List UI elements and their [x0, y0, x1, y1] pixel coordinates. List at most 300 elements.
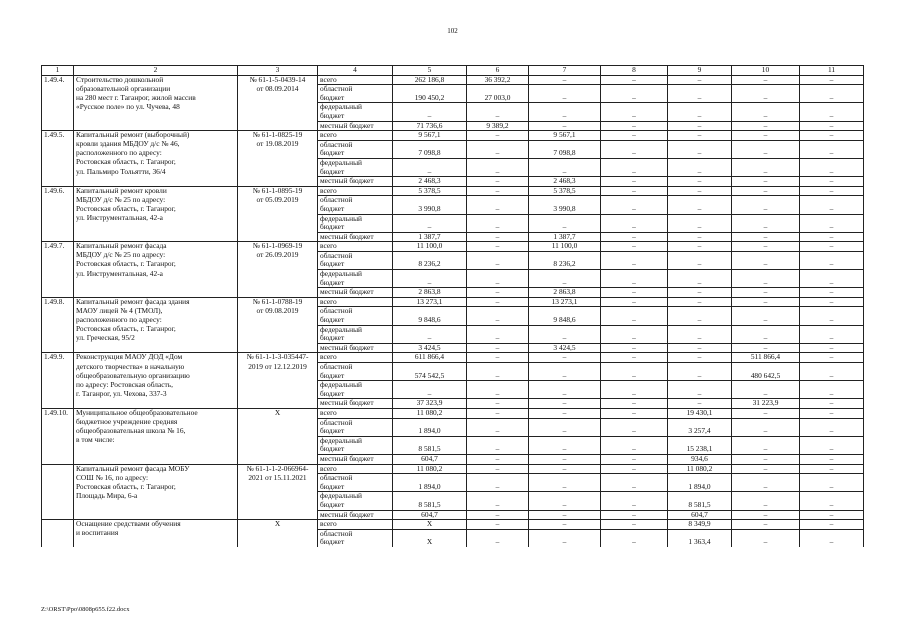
expertise-doc-line — [238, 334, 318, 343]
expertise-doc-line — [238, 214, 318, 223]
row-number — [42, 270, 74, 279]
amount-cell: 5 378,5 — [529, 186, 601, 196]
amount-cell: 31 223,9 — [732, 399, 800, 409]
amount-cell: 11 080,2 — [393, 408, 467, 418]
expertise-doc-line: № 61-1-1-2-066964- — [238, 464, 318, 474]
amount-cell: – — [601, 538, 668, 547]
amount-cell — [393, 529, 467, 538]
amount-cell: – — [800, 538, 864, 547]
amount-cell — [732, 529, 800, 538]
amount-cell — [601, 307, 668, 316]
amount-cell: 3 257,4 — [668, 427, 732, 436]
row-number — [42, 214, 74, 223]
amount-cell: – — [732, 390, 800, 399]
expertise-doc-line — [238, 343, 318, 353]
amount-cell: 604,7 — [393, 454, 467, 464]
amount-cell — [393, 85, 467, 94]
funding-source: бюджет — [318, 538, 393, 547]
amount-cell: – — [529, 510, 601, 520]
expertise-doc-line: 2019 от 12.12.2019 — [238, 363, 318, 372]
amount-cell: – — [601, 445, 668, 454]
amount-cell — [732, 103, 800, 112]
table-row — [42, 205, 864, 214]
amount-cell: – — [800, 242, 864, 252]
object-name-line: Строительство дошкольной — [74, 75, 238, 85]
object-name-line: Ростовская область, г. Таганрог, — [74, 325, 238, 334]
amount-cell: – — [467, 372, 529, 381]
amount-cell: 8 236,2 — [393, 260, 467, 269]
amount-cell: 574 542,5 — [393, 372, 467, 381]
expertise-doc-line: Х — [238, 520, 318, 530]
amount-cell — [668, 307, 732, 316]
amount-cell: – — [467, 390, 529, 399]
amount-cell: 604,7 — [668, 510, 732, 520]
row-number — [42, 399, 74, 409]
amount-cell: – — [732, 510, 800, 520]
table-row — [42, 381, 864, 390]
amount-cell — [529, 529, 601, 538]
expertise-doc-line: № 61-1-0895-19 — [238, 186, 318, 196]
amount-cell: – — [601, 223, 668, 232]
amount-cell — [393, 214, 467, 223]
object-name-line: Реконструкция МАОУ ДОД «Дом — [74, 353, 238, 363]
amount-cell: – — [467, 260, 529, 269]
amount-cell — [393, 103, 467, 112]
amount-cell: – — [601, 501, 668, 510]
object-name-line: общеобразовательная школа № 16, — [74, 427, 238, 436]
expertise-doc-line: 2021 от 15.11.2021 — [238, 474, 318, 483]
amount-cell: – — [601, 94, 668, 103]
amount-cell: – — [668, 316, 732, 325]
expertise-doc-line — [238, 94, 318, 103]
row-number — [42, 510, 74, 520]
table-row — [42, 353, 864, 363]
table-row — [42, 464, 864, 474]
amount-cell: – — [529, 168, 601, 177]
amount-cell: – — [529, 501, 601, 510]
row-number — [42, 121, 74, 131]
table-row — [42, 140, 864, 149]
table-row — [42, 242, 864, 252]
amount-cell: – — [800, 483, 864, 492]
amount-cell: – — [601, 510, 668, 520]
amount-cell: 5 378,5 — [393, 186, 467, 196]
amount-cell: – — [800, 520, 864, 530]
row-number — [42, 177, 74, 187]
amount-cell — [467, 363, 529, 372]
amount-cell — [529, 363, 601, 372]
amount-cell: – — [601, 372, 668, 381]
expertise-doc-line — [238, 390, 318, 399]
funding-source: бюджет — [318, 372, 393, 381]
amount-cell: – — [800, 94, 864, 103]
row-number — [42, 205, 74, 214]
amount-cell — [529, 325, 601, 334]
row-number — [42, 483, 74, 492]
amount-cell: 2 468,3 — [529, 177, 601, 187]
table-row — [42, 158, 864, 167]
amount-cell — [668, 214, 732, 223]
object-name-line — [74, 501, 238, 510]
column-number: 1 — [42, 66, 74, 76]
amount-cell — [732, 158, 800, 167]
amount-cell: – — [800, 454, 864, 464]
amount-cell: 480 642,5 — [732, 372, 800, 381]
amount-cell — [393, 140, 467, 149]
amount-cell: – — [529, 464, 601, 474]
row-number — [42, 418, 74, 427]
amount-cell: – — [529, 353, 601, 363]
row-number — [42, 279, 74, 288]
amount-cell: – — [529, 399, 601, 409]
funding-source: федеральный — [318, 103, 393, 112]
amount-cell: – — [732, 454, 800, 464]
amount-cell: – — [601, 427, 668, 436]
amount-cell: – — [668, 288, 732, 298]
row-number — [42, 372, 74, 381]
object-name-line: в том числе: — [74, 436, 238, 445]
funding-source: всего — [318, 520, 393, 530]
amount-cell: 2 468,3 — [393, 177, 467, 187]
amount-cell: 3 990,8 — [393, 205, 467, 214]
amount-cell: – — [668, 242, 732, 252]
amount-cell — [732, 251, 800, 260]
amount-cell: – — [800, 464, 864, 474]
amount-cell: 1 894,0 — [393, 427, 467, 436]
amount-cell — [732, 270, 800, 279]
table-row — [42, 334, 864, 343]
row-number — [42, 390, 74, 399]
object-name-line: Капитальный ремонт фасада МОБУ — [74, 464, 238, 474]
expertise-doc-line — [238, 427, 318, 436]
amount-cell: – — [467, 168, 529, 177]
amount-cell: – — [668, 186, 732, 196]
object-name-line: СОШ № 16, по адресу: — [74, 474, 238, 483]
amount-cell: – — [601, 279, 668, 288]
object-name-line: расположенного по адресу: — [74, 149, 238, 158]
object-name-line: образовательной организации — [74, 85, 238, 94]
amount-cell: 8 581,5 — [393, 501, 467, 510]
row-number — [42, 103, 74, 112]
table-row — [42, 196, 864, 205]
amount-cell — [668, 251, 732, 260]
row-number — [42, 334, 74, 343]
column-number: 11 — [800, 66, 864, 76]
amount-cell: 7 098,8 — [393, 149, 467, 158]
amount-cell: – — [800, 186, 864, 196]
table-row — [42, 520, 864, 530]
object-name-line — [74, 288, 238, 298]
amount-cell: – — [800, 168, 864, 177]
amount-cell — [601, 492, 668, 501]
funding-source: всего — [318, 408, 393, 418]
table-row — [42, 297, 864, 307]
funding-source: федеральный — [318, 270, 393, 279]
amount-cell: – — [732, 408, 800, 418]
amount-cell: – — [732, 520, 800, 530]
amount-cell — [529, 418, 601, 427]
object-name-line — [74, 177, 238, 187]
table-row — [42, 288, 864, 298]
amount-cell: 11 100,0 — [393, 242, 467, 252]
amount-cell: – — [732, 334, 800, 343]
object-name-line — [74, 121, 238, 131]
table-row — [42, 186, 864, 196]
expertise-doc-line: № 61-1-0788-19 — [238, 297, 318, 307]
table-row — [42, 399, 864, 409]
amount-cell: 11 080,2 — [668, 464, 732, 474]
amount-cell — [529, 270, 601, 279]
amount-cell — [800, 418, 864, 427]
object-name-line: и воспитания — [74, 529, 238, 538]
table-row — [42, 131, 864, 141]
table-row — [42, 279, 864, 288]
table-row — [42, 325, 864, 334]
amount-cell: – — [668, 205, 732, 214]
funding-source: бюджет — [318, 205, 393, 214]
amount-cell: – — [732, 427, 800, 436]
expertise-doc-line — [238, 445, 318, 454]
amount-cell — [601, 103, 668, 112]
amount-cell: – — [601, 316, 668, 325]
amount-cell: – — [668, 168, 732, 177]
amount-cell: – — [668, 279, 732, 288]
amount-cell — [529, 140, 601, 149]
amount-cell: – — [467, 112, 529, 121]
amount-cell: 8 581,5 — [393, 445, 467, 454]
amount-cell: – — [467, 316, 529, 325]
amount-cell — [800, 307, 864, 316]
table-row — [42, 103, 864, 112]
object-name-line — [74, 538, 238, 547]
amount-cell: – — [800, 149, 864, 158]
amount-cell: 934,6 — [668, 454, 732, 464]
amount-cell: 1 894,0 — [393, 483, 467, 492]
funding-source: всего — [318, 75, 393, 85]
amount-cell: – — [601, 334, 668, 343]
amount-cell: – — [601, 242, 668, 252]
table-row — [42, 501, 864, 510]
amount-cell: 11 080,2 — [393, 464, 467, 474]
expertise-doc-line: № 61-1-0969-19 — [238, 242, 318, 252]
object-name-line: «Русское поле» по ул. Чучева, 48 — [74, 103, 238, 112]
funding-source: бюджет — [318, 149, 393, 158]
amount-cell — [467, 214, 529, 223]
row-number — [42, 492, 74, 501]
amount-cell: – — [732, 168, 800, 177]
expertise-doc-line — [238, 112, 318, 121]
expertise-doc-line — [238, 121, 318, 131]
amount-cell — [601, 85, 668, 94]
amount-cell: – — [601, 75, 668, 85]
funding-source: бюджет — [318, 279, 393, 288]
table-row — [42, 260, 864, 269]
amount-cell — [393, 270, 467, 279]
amount-cell — [732, 325, 800, 334]
table-row — [42, 372, 864, 381]
table-row — [42, 223, 864, 232]
object-name-line: кровли здания МБДОУ д/с № 46, — [74, 140, 238, 149]
amount-cell — [732, 492, 800, 501]
row-number — [42, 260, 74, 269]
funding-source: местный бюджет — [318, 454, 393, 464]
amount-cell: – — [529, 408, 601, 418]
amount-cell — [393, 474, 467, 483]
amount-cell: – — [467, 186, 529, 196]
amount-cell: – — [601, 121, 668, 131]
row-number: 1.49.8. — [42, 297, 74, 307]
amount-cell — [467, 158, 529, 167]
amount-cell: – — [668, 399, 732, 409]
amount-cell: – — [800, 334, 864, 343]
amount-cell — [393, 418, 467, 427]
amount-cell — [800, 140, 864, 149]
amount-cell — [732, 418, 800, 427]
column-number: 10 — [732, 66, 800, 76]
table-row — [42, 149, 864, 158]
table-row — [42, 436, 864, 445]
amount-cell: 9 848,6 — [393, 316, 467, 325]
table-row — [42, 232, 864, 242]
amount-cell — [529, 381, 601, 390]
object-name-line: ул. Пальмиро Тольятти, 36/4 — [74, 168, 238, 177]
funding-source: федеральный — [318, 381, 393, 390]
expertise-doc-line — [238, 510, 318, 520]
column-number: 2 — [74, 66, 238, 76]
object-name-line: МБДОУ д/с № 25 по адресу: — [74, 196, 238, 205]
amount-cell: – — [732, 232, 800, 242]
row-number: 1.49.7. — [42, 242, 74, 252]
funding-source: бюджет — [318, 112, 393, 121]
amount-cell — [529, 436, 601, 445]
amount-cell: – — [601, 186, 668, 196]
amount-cell — [800, 381, 864, 390]
expertise-doc-line — [238, 418, 318, 427]
amount-cell — [393, 325, 467, 334]
amount-cell — [668, 474, 732, 483]
amount-cell: 8 349,9 — [668, 520, 732, 530]
amount-cell: – — [601, 343, 668, 353]
amount-cell: – — [529, 538, 601, 547]
row-number — [42, 436, 74, 445]
amount-cell — [529, 474, 601, 483]
object-name-line: Площадь Мира, 6-а — [74, 492, 238, 501]
expertise-doc-line — [238, 158, 318, 167]
object-name-line — [74, 223, 238, 232]
amount-cell: – — [467, 177, 529, 187]
table-row — [42, 270, 864, 279]
amount-cell: – — [732, 177, 800, 187]
amount-cell — [393, 307, 467, 316]
amount-cell: 1 387,7 — [393, 232, 467, 242]
amount-cell: – — [529, 334, 601, 343]
amount-cell: – — [529, 279, 601, 288]
funding-source: всего — [318, 297, 393, 307]
object-name-line: Ростовская область, г. Таганрог, — [74, 205, 238, 214]
amount-cell: – — [800, 131, 864, 141]
expertise-doc-line — [238, 399, 318, 409]
row-number — [42, 307, 74, 316]
amount-cell — [800, 529, 864, 538]
object-name-line: Ростовская область, г. Таганрог, — [74, 483, 238, 492]
expertise-doc-line — [238, 483, 318, 492]
table-row — [42, 251, 864, 260]
object-name-line — [74, 112, 238, 121]
expertise-doc-line: № 61-1-0825-19 — [238, 131, 318, 141]
amount-cell — [393, 381, 467, 390]
amount-cell: – — [800, 372, 864, 381]
object-name-line: бюджетное учреждение средняя — [74, 418, 238, 427]
amount-cell: – — [668, 75, 732, 85]
object-name-line — [74, 399, 238, 409]
table-header-row — [42, 66, 864, 76]
amount-cell: 8 236,2 — [529, 260, 601, 269]
amount-cell: – — [467, 399, 529, 409]
amount-cell: – — [732, 242, 800, 252]
budget-table — [41, 65, 864, 547]
amount-cell: – — [668, 372, 732, 381]
expertise-doc-line — [238, 270, 318, 279]
row-number — [42, 140, 74, 149]
amount-cell: – — [467, 149, 529, 158]
table-row — [42, 112, 864, 121]
amount-cell: – — [393, 168, 467, 177]
amount-cell — [800, 85, 864, 94]
amount-cell — [467, 140, 529, 149]
table-row — [42, 316, 864, 325]
amount-cell — [800, 325, 864, 334]
column-number: 3 — [238, 66, 318, 76]
amount-cell: – — [393, 279, 467, 288]
amount-cell: – — [800, 353, 864, 363]
funding-source: бюджет — [318, 168, 393, 177]
funding-source: бюджет — [318, 260, 393, 269]
expertise-doc-line — [238, 436, 318, 445]
amount-cell: – — [800, 399, 864, 409]
amount-cell: – — [800, 279, 864, 288]
object-name-line — [74, 454, 238, 464]
row-number — [42, 538, 74, 547]
funding-source: местный бюджет — [318, 232, 393, 242]
expertise-doc-line — [238, 205, 318, 214]
row-number — [42, 223, 74, 232]
amount-cell — [800, 251, 864, 260]
row-number: 1.49.9. — [42, 353, 74, 363]
object-name-line: ул. Греческая, 95/2 — [74, 334, 238, 343]
amount-cell: 9 848,6 — [529, 316, 601, 325]
funding-source: местный бюджет — [318, 399, 393, 409]
amount-cell: – — [393, 390, 467, 399]
funding-source: областной — [318, 196, 393, 205]
amount-cell — [732, 363, 800, 372]
amount-cell — [800, 158, 864, 167]
amount-cell: – — [467, 427, 529, 436]
amount-cell: – — [467, 279, 529, 288]
amount-cell: – — [732, 464, 800, 474]
amount-cell: – — [529, 121, 601, 131]
amount-cell — [393, 436, 467, 445]
object-name-line: ул. Инструментальная, 42-а — [74, 214, 238, 223]
amount-cell — [800, 196, 864, 205]
amount-cell — [467, 103, 529, 112]
table-row — [42, 390, 864, 399]
amount-cell: – — [800, 121, 864, 131]
object-name-line: Капитальный ремонт кровли — [74, 186, 238, 196]
amount-cell — [467, 474, 529, 483]
amount-cell — [668, 381, 732, 390]
amount-cell — [393, 363, 467, 372]
object-name-line: Ростовская область, г. Таганрог, — [74, 260, 238, 269]
